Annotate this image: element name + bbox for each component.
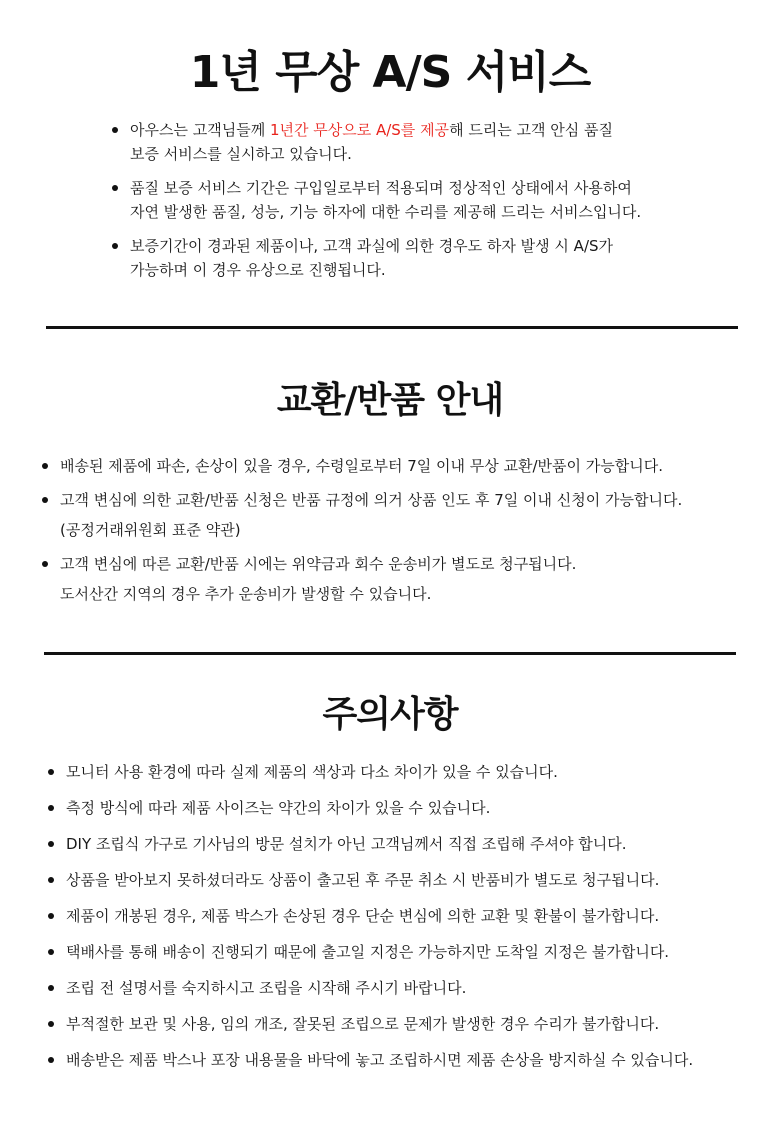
bullet-icon — [48, 877, 54, 883]
item-text-line2: 자연 발생한 품질, 성능, 기능 하자에 대한 수리를 제공해 드리는 서비스입니다. — [130, 203, 642, 221]
list-item — [66, 976, 766, 1000]
bullet-icon — [48, 769, 54, 775]
bullet-icon — [112, 243, 118, 249]
precautions-title: 주의사항 — [322, 694, 458, 735]
list-item — [60, 451, 760, 481]
list-item — [130, 176, 730, 224]
item-text: 모니터 사용 환경에 따라 실제 제품의 색상과 다소 차이가 있을 수 있습니다. — [66, 763, 558, 781]
bullet-icon — [48, 841, 54, 847]
item-text-line2: 도서산간 지역의 경우 추가 운송비가 발생할 수 있습니다. — [60, 585, 432, 603]
section-divider — [46, 326, 738, 329]
highlighted-text: 1년간 무상으로 A/S를 제공 — [269, 121, 450, 139]
item-text-pre: 보증기간이 경과된 제품이나, 고객 과실에 의한 경우도 하자 발생 시 A/S가 — [130, 237, 614, 255]
bullet-icon — [42, 463, 48, 469]
item-text: 측정 방식에 따라 제품 사이즈는 약간의 차이가 있을 수 있습니다. — [66, 799, 491, 817]
bullet-icon — [48, 985, 54, 991]
item-text: 배송받은 제품 박스나 포장 내용물을 바닥에 놓고 조립하시면 제품 손상을 방지하실 수 있습니다. — [66, 1051, 694, 1069]
list-item — [66, 1048, 766, 1072]
precautions-list — [66, 760, 766, 1084]
list-item — [66, 1012, 766, 1036]
item-text: 고객 변심에 의한 교환/반품 신청은 반품 규정에 의거 상품 인도 후 7일 이내 신청이 가능합니다. — [60, 491, 683, 509]
item-text: 제품이 개봉된 경우, 제품 박스가 손상된 경우 단순 변심에 의한 교환 및 환불이 불가합니다. — [66, 907, 660, 925]
list-item — [130, 234, 730, 282]
item-text: 배송된 제품에 파손, 손상이 있을 경우, 수령일로부터 7일 이내 무상 교환/반품이 가능합니다. — [60, 457, 663, 475]
item-text: 택배사를 통해 배송이 진행되기 때문에 출고일 지정은 가능하지만 도착일 지정은 불가합니다. — [66, 943, 670, 961]
item-text: DIY 조립식 가구로 기사님의 방문 설치가 아닌 고객님께서 직접 조립해 주셔야 합니다. — [66, 835, 627, 853]
bullet-icon — [48, 1021, 54, 1027]
item-text-line2: 가능하며 이 경우 유상으로 진행됩니다. — [130, 261, 386, 279]
exchange-return-list — [60, 451, 760, 613]
bullet-icon — [48, 1057, 54, 1063]
item-text: 조립 전 설명서를 숙지하시고 조립을 시작해 주시기 바랍니다. — [66, 979, 467, 997]
item-text: 상품을 받아보지 못하셨더라도 상품이 출고된 후 주문 취소 시 반품비가 별도로 청구됩니다. — [66, 871, 660, 889]
list-item — [66, 904, 766, 928]
item-text: 고객 변심에 따른 교환/반품 시에는 위약금과 회수 운송비가 별도로 청구됩니다. — [60, 555, 577, 573]
bullet-icon — [48, 805, 54, 811]
bullet-icon — [42, 561, 48, 567]
list-item — [66, 760, 766, 784]
exchange-return-title: 교환/반품 안내 — [276, 380, 504, 421]
as-service-list — [130, 118, 730, 292]
bullet-icon — [112, 185, 118, 191]
bullet-icon — [48, 949, 54, 955]
item-text-pre: 아우스는 고객님들께 — [130, 121, 270, 139]
list-item — [60, 549, 760, 609]
item-text-line2: 보증 서비스를 실시하고 있습니다. — [130, 145, 352, 163]
list-item — [66, 868, 766, 892]
item-text-line2: (공정거래위원회 표준 약관) — [60, 521, 241, 539]
item-text: 부적절한 보관 및 사용, 임의 개조, 잘못된 조립으로 문제가 발생한 경우 수리가 불가합니다. — [66, 1015, 660, 1033]
bullet-icon — [42, 497, 48, 503]
list-item — [66, 832, 766, 856]
item-text-post: 해 드리는 고객 안심 품질 — [449, 121, 614, 139]
list-item — [60, 485, 760, 545]
list-item — [66, 940, 766, 964]
as-service-title: 1년 무상 A/S 서비스 — [189, 47, 591, 98]
item-text-pre: 품질 보증 서비스 기간은 구입일로부터 적용되며 정상적인 상태에서 사용하여 — [130, 179, 632, 197]
bullet-icon — [112, 127, 118, 133]
list-item — [66, 796, 766, 820]
section-divider — [44, 652, 736, 655]
bullet-icon — [48, 913, 54, 919]
list-item — [130, 118, 730, 166]
